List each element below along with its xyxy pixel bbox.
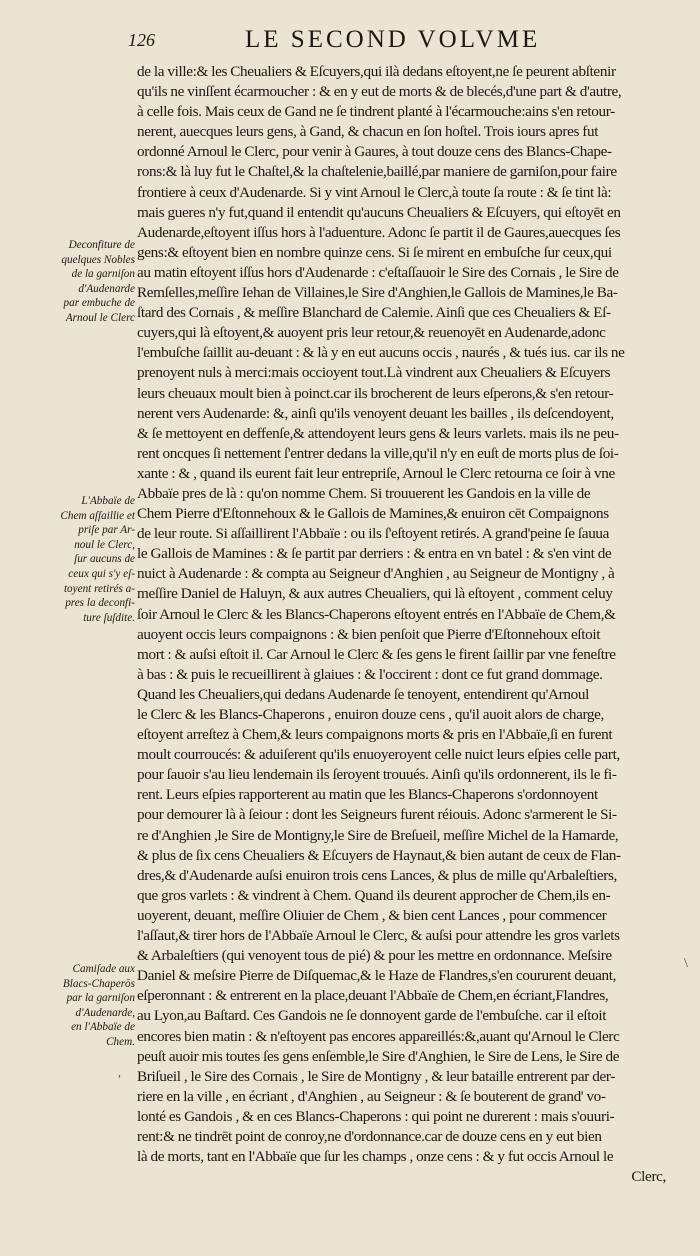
text-line: Daniel & meſsire Pierre de Diſquemac,& le Haze de Flandres,s'en coururent deuant, <box>137 967 617 985</box>
text-line: lonté es Gandois , & en ces Blancs-Chaperons : qui point ne durerent : mais s'ouuri- <box>137 1107 615 1125</box>
page-header <box>0 26 700 56</box>
text-line: de la ville:& les Cheualiers & Eſcuyers,qui ilà dedans eſtoyent,ne ſe peurent abſtenir <box>137 63 616 80</box>
margin-note-line: Camiſade aux <box>72 963 135 975</box>
text-line: le Clerc & les Blancs-Chaperons , enuiron douze cens , qu'il auoit alors de charge, <box>137 706 605 723</box>
margin-note-line: par la garniſon <box>66 992 135 1005</box>
page-number: 126 <box>128 30 155 50</box>
text-line: nerent, auecques leurs gens, à Gand, & chacun en ſon hoſtel. Trois iours apres fut <box>137 123 599 141</box>
text-line: eſperonnant : & entrerent en la place,deuant l'Abbaïe de Chem,en écriant,Flandres, <box>137 987 609 1005</box>
text-line: pour demourer là à ſeiour : dont les Seigneurs furent réiouis. Adonc s'armerent le Si- <box>137 806 617 824</box>
margin-note-line: Blacs-Chaperōs <box>62 977 135 990</box>
text-line: xante : & , quand ils eurent fait leur entrepriſe, Arnoul le Clerc retourna ce ſoir à vne <box>137 464 615 482</box>
margin-note-line: priſe par Ar- <box>78 524 135 537</box>
text-line: auoyent occis leurs compaignons : & bien penſoit que Pierre d'Eſtonnehoux eſtoit <box>137 625 601 643</box>
text-line: uoyerent, deuant, meſſire Oliuier de Chem , & bien cent Lances , pour commencer <box>137 906 607 924</box>
stray-ink-mark-right: \ <box>684 956 688 971</box>
text-line: riere en la ville , en écriant , d'Anghien , au Seigneur : & ſe bouterent de grand' vo- <box>137 1087 606 1105</box>
text-line: frontiere à ceux d'Audenarde. Si y vint Arnoul le Clerc,à toute ſa route : & ſe tint là: <box>137 183 612 201</box>
text-line: rent oncques ſi nettement ſ'entrer dedans la ville,qu'il n'y en euſt de morts plus de ſoi- <box>137 444 619 462</box>
text-line: rons:& là luy fut le Chaſtel,& la chaſtelenie,baillé,par maniere de garniſon,pour faire <box>137 163 617 181</box>
text-line: à celle fois. Mais ceux de Gand ne ſe tindrent planté à l'écarmouche:ains s'en retour- <box>137 103 615 121</box>
text-line: mais gueres n'y fut,quand il entendit qu'aucuns Cheualiers & Eſcuyers, qui eſtoyēt en <box>137 203 621 221</box>
text-line: nuict à Audenarde : & compta au Seigneur d'Anghien , au Seigneur de Montigny , à <box>137 565 615 583</box>
text-line: nerent vers Audenarde: &, ainſi qu'ils venoyent deuant les bailles , ils deſcendoyent, <box>137 404 614 422</box>
running-title: LE SECOND VOLVME <box>245 26 541 53</box>
text-line: & ſe mettoyent en deffenſe,& attendoyent leurs gens & leurs varlets. mais ils ne peu- <box>137 424 619 442</box>
text-line: là de morts, tant en l'Abbaïe que ſur les champs , onze cens : & y fut occis Arnoul le <box>137 1148 614 1166</box>
text-line: & plus de ſix cens Cheualiers & Eſcuyers de Haynaut,& bien autant de ceux de Flan- <box>137 846 621 864</box>
text-line: au matin eſtoyent iſſus hors d'Audenarde : c'eſtaſſauoir le Sire des Cornais , le Sire de <box>137 263 619 281</box>
margin-note-line: pres la deconfi- <box>65 597 135 610</box>
margin-note-line: ſur aucuns de <box>74 553 135 566</box>
text-line: moult courroucés: & aduiſerent qu'ils enuoyeroyent celle nuict leurs eſpies celle part, <box>137 746 620 764</box>
margin-note-abbaie-chem <box>55 494 135 625</box>
text-line: cuyers,qui là eſtoyent,& auoyent pris leur retour,& reuenoyēt en Audenarde,adonc <box>137 324 606 342</box>
text-line: Quand les Cheualiers,qui dedans Audenarde ſe tenoyent, entendirent qu'Arnoul <box>137 685 589 703</box>
text-line: rent. Leurs eſpies rapporterent au matin que les Blancs-Chaperons s'ordonnoyent <box>137 786 598 804</box>
margin-note-line: Deconfiture de <box>68 239 135 251</box>
margin-note-line: toyent retirés a- <box>63 582 135 595</box>
text-line: prenoyent nuls à merci:mais occioyent tout.Là vindrent aux Cheualiers & Eſcuyers <box>137 364 611 382</box>
text-line: de leur route. Si aſſaillirent l'Abbaïe : ou ils ſ'eſtoyent retirés. A grand'peine ſe ſauua <box>137 525 610 543</box>
text-line: encores bien matin : & n'eſtoyent pas encores appareillés:&,auant qu'Arnoul le Clerc <box>137 1027 620 1045</box>
text-line: ordonné Arnoul le Clerc, pour venir à Gaures, à tout douze cens des Blancs-Chape- <box>137 143 612 161</box>
catchword: Clerc, <box>631 1168 666 1186</box>
margin-note-camisade <box>55 962 135 1050</box>
body-text <box>137 62 670 1187</box>
margin-note-line: L'Abbaïe de <box>81 495 135 507</box>
margin-note-line: ture ſuſdite. <box>83 611 135 624</box>
text-line: que gros varlets : & vindrent à Chem. Quand ils deurent approcher de Chem,ils en- <box>137 886 611 904</box>
text-line: au Lyon,au Baſtard. Ces Gandois ne ſe donnoyent garde de l'embuſche. car il eſtoit <box>137 1007 607 1025</box>
margin-note-line: Chem. <box>106 1035 135 1048</box>
text-line: qu'ils ne vinſſent écarmoucher : & en y eut de morts & de blecés,d'une part & d'autre, <box>137 83 622 101</box>
text-line: pour ſauoir s'au lieu lendemain ils ſeroyent trouués. Ainſi qu'ils ordonnerent, ils le fi- <box>137 766 617 784</box>
margin-note-line: noul le Clerc, <box>74 538 135 551</box>
text-line: gens:& eſtoyent bien en nombre quinze cens. Si ſe mirent en embuſche ſur ceux,qui <box>137 243 612 261</box>
margin-note-line: par embuche de <box>63 297 135 310</box>
text-line: meſſire Daniel de Haluyn, & aux autres Cheualiers, qui là eſtoyent , comment celuy <box>137 585 613 603</box>
text-line: leurs cheuaux moult bien à poinct.car ils brocherent de leurs eſperons,& s'en retour- <box>137 384 614 402</box>
text-line: & Arbaleſtiers (qui venoyent tous de pié) & pour les mettre en ordonnance. Meſsire <box>137 947 612 965</box>
margin-note-line: de la garniſon <box>71 268 135 281</box>
margin-note-line: ceux qui s'y eſ- <box>68 567 135 580</box>
text-line: eſtoyent arreſtez à Chem,& leurs compaignons morts & pris en l'Abbaïe,ſi en furent <box>137 726 613 744</box>
text-line: l'aſſaut,& tirer hors de l'Abbaïe Arnoul le Clerc, & auſsi pour attendre les gros varlets <box>137 927 620 945</box>
text-line: à bas : & puis le recueillirent à glaiues : & l'occirent : dont ce fut grand dommage. <box>137 665 603 683</box>
text-line: Abbaïe pres de là : qu'on nomme Chem. Si trouuerent les Gandois en la ville de <box>137 484 591 502</box>
text-line: rent:& ne tindrēt point de conroy,ne d'ordonnance.car de douze cens en y eut bien <box>137 1127 602 1145</box>
margin-note-deconfiture <box>55 238 135 326</box>
text-line: re d'Anghien ,le Sire de Montigny,le Sire de Breſueil, meſſire Michel de la Hamarde, <box>137 826 619 844</box>
text-line: Briſueil , le Sire des Cornais , le Sire de Montigny , & leur bataille entrerent par der- <box>137 1067 615 1085</box>
text-line: ſoir Arnoul le Clerc & les Blancs-Chaperons eſtoyent entrés en l'Abbaïe de Chem,& <box>137 605 616 623</box>
text-line: Audenarde,eſtoyent iſſus hors à l'aduenture. Adonc ſe partit il de Gaures,auecques ſes <box>137 223 621 241</box>
text-line: l'embuſche ſaillit au-deuant : & là y en eut aucuns occis , naurés , & tués ius. car ils ne <box>137 344 625 362</box>
margin-note-line: Arnoul le Clerc <box>65 311 135 324</box>
text-line: peuſt auoir mis toutes ſes gens enſemble,le Sire d'Anghien, le Sire de Lens, le Sire de <box>137 1047 620 1065</box>
margin-note-line: en l'Abbaïe de <box>71 1021 135 1034</box>
margin-note-line: quelques Nobles <box>61 253 135 266</box>
margin-note-line: d'Audenarde <box>78 282 135 295</box>
margin-note-line: d'Audenarde, <box>75 1006 135 1019</box>
text-line: Chem Pierre d'Eſtonnehoux & le Gallois de Mamines,& enuiron cēt Compaignons <box>137 505 609 523</box>
margin-note-line: Chem aſſaillie et <box>60 509 135 522</box>
text-line: dres,& d'Audenarde auſsi enuiron trois cens Lances, & plus de mille qu'Arbaleſtiers, <box>137 866 617 884</box>
text-line: le Gallois de Mamines : & ſe partit par derriers : & entra en vn batel : & s'en vint de <box>137 545 612 563</box>
text-line: Remſelles,meſſire Iehan de Villaines,le Sire d'Anghien,le Gallois de Mamines,le Ba- <box>137 284 618 302</box>
stray-ink-mark: ′ <box>118 1073 122 1088</box>
text-line: ſtard des Cornais , & meſſire Blanchard de Calemie. Ainſi que ces Cheualiers & Eſ- <box>137 304 611 322</box>
text-line: mort : & auſsi eſtoit il. Car Arnoul le Clerc & ſes gens le firent ſaillir par vne feneſtre <box>137 645 616 663</box>
